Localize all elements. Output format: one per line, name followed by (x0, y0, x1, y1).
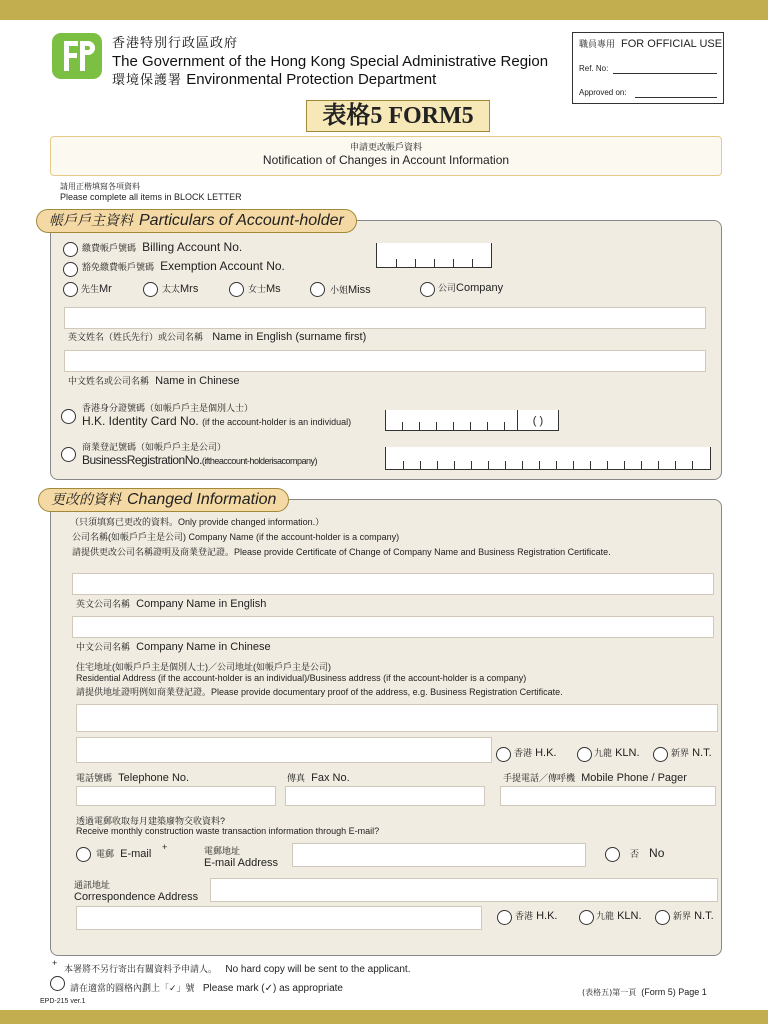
ref-no-label: Ref. No: (579, 64, 609, 73)
name-chinese-input[interactable] (64, 350, 706, 372)
address-region-kln-radio[interactable] (577, 747, 592, 762)
page-number: (表格五)第一頁 (Form 5) Page 1 (582, 987, 707, 997)
title-mrs-label: 太太Mrs (162, 283, 199, 295)
telephone-label: 電話號碼 Telephone No. (76, 772, 190, 784)
title-mrs-radio[interactable] (143, 282, 158, 297)
exemption-account-label: 豁免繳費帳戶號碼 Exemption Account No. (82, 259, 285, 273)
company-name-chinese-input[interactable] (72, 616, 714, 638)
epd-logo (52, 33, 102, 79)
dept-name-zh: 環境保護署 (112, 73, 183, 88)
title-company-radio[interactable] (420, 282, 435, 297)
instructions (60, 181, 242, 202)
name-english-label: 英文姓名（姓氏先行）或公司名稱 Name in English (surname first) (68, 331, 367, 343)
section2-title-en: Changed Information (127, 491, 277, 508)
email-address-input[interactable] (292, 843, 586, 867)
approved-on-field[interactable] (635, 97, 717, 98)
title-mr-label: 先生Mr (81, 283, 112, 295)
email-question-zh: 透過電郵收取每月建築廢物交收資料? (76, 816, 226, 826)
mobile-input[interactable] (500, 786, 716, 806)
address-proof-note: 請提供地址證明例如商業登記證。Please provide documentary proof of the address, e.g. Business Registration Certificate. (76, 687, 563, 697)
section2-title-zh: 更改的資料 (51, 492, 121, 508)
correspondence-line-1-input[interactable] (210, 878, 718, 902)
notice-box (50, 136, 722, 176)
gov-name-zh: 香港特別行政區政府 (112, 36, 239, 51)
government-header (112, 35, 548, 90)
email-yes-label: 電郵 E-mail (96, 848, 152, 860)
br-label: 商業登記號碼（如帳戶戶主是公司） BusinessRegistrationNo.(iftheaccount-holderisacompany) (82, 443, 317, 467)
company-name-english-label: 英文公司名稱 Company Name in English (76, 598, 267, 610)
only-changed-note: （只須填寫已更改的資料。Only provide changed information.） (70, 517, 325, 527)
section-changed-information-tab (38, 488, 289, 512)
footer-hard-copy-note: 本署將不另行寄出有關資料予申請人。 No hard copy will be sent to the applicant. (64, 964, 411, 975)
hkid-radio[interactable] (61, 409, 76, 424)
company-cert-note: 請提供更改公司名稱證明及商業登記證。Please provide Certificate of Change of Company Name and Business Registration Certificate. (72, 547, 611, 557)
correspondence-line-2-input[interactable] (76, 906, 482, 930)
hkid-number-boxes[interactable] (385, 410, 519, 431)
title-ms-label: 女士Ms (248, 283, 281, 295)
address-region-hk-label: 香港 H.K. (514, 747, 557, 759)
dept-name-en: Environmental Protection Department (186, 71, 437, 88)
email-question-en: Receive monthly construction waste transaction information through E-mail? (76, 826, 380, 836)
email-address-label: 電郵地址 E-mail Address (204, 847, 278, 869)
name-chinese-label: 中文姓名或公司名稱 Name in Chinese (68, 375, 240, 387)
address-region-nt-label: 新界 N.T. (671, 747, 712, 759)
br-radio[interactable] (61, 447, 76, 462)
billing-account-radio[interactable] (63, 242, 78, 257)
address-note-en: Residential Address (if the account-holder is an individual)/Business address (if the account-holder is a company) (76, 673, 527, 683)
notice-en: Notification of Changes in Account Information (262, 153, 510, 167)
official-use-box (572, 32, 724, 104)
account-number-boxes[interactable] (376, 243, 492, 268)
name-english-input[interactable] (64, 307, 706, 329)
address-line-2-input[interactable] (76, 737, 492, 763)
title-miss-radio[interactable] (310, 282, 325, 297)
company-name-english-input[interactable] (72, 573, 714, 595)
form-code: EPD-215 ver.1 (40, 998, 86, 1005)
company-name-chinese-label: 中文公司名稱 Company Name in Chinese (76, 641, 271, 653)
instructions-en: Please complete all items in BLOCK LETTER (60, 192, 242, 202)
email-yes-radio[interactable] (76, 847, 91, 862)
hkid-check-digit[interactable]: ( ) (517, 410, 559, 431)
corr-region-hk-radio[interactable] (497, 910, 512, 925)
telephone-input[interactable] (76, 786, 276, 806)
notice-zh: 申請更改帳戶資料 (349, 142, 422, 152)
title-mr-radio[interactable] (63, 282, 78, 297)
title-company-label: 公司Company (438, 282, 504, 294)
billing-account-label: 繳費帳戶號碼 Billing Account No. (82, 240, 243, 254)
mobile-label: 手提電話／傳呼機 Mobile Phone / Pager (503, 772, 687, 784)
gov-name-en: The Government of the Hong Kong Special Administrative Region (112, 53, 549, 70)
address-line-1-input[interactable] (76, 704, 718, 732)
official-use-en: FOR OFFICIAL USE (621, 38, 723, 50)
address-region-hk-radio[interactable] (496, 747, 511, 762)
title-miss-label: 小姐Miss (330, 284, 371, 296)
top-band (0, 0, 768, 20)
email-plus-mark: + (162, 842, 168, 852)
corr-region-nt-label: 新界 N.T. (673, 910, 714, 922)
corr-region-kln-radio[interactable] (579, 910, 594, 925)
email-no-radio[interactable] (605, 847, 620, 862)
official-use-zh: 職員專用 (579, 40, 616, 50)
corr-region-kln-label: 九龍 KLN. (596, 910, 642, 922)
br-number-boxes[interactable] (385, 447, 711, 470)
footer-mark-instruction: 請在適當的圓格內劃上「✓」號 Please mark (✓) as appropriate (70, 983, 343, 994)
company-note: 公司名稱(如帳戶戶主是公司) Company Name (if the account-holder is a company) (72, 532, 400, 542)
instructions-zh: 請用正楷填寫各項資料 (60, 182, 140, 191)
address-note-zh: 住宅地址(如帳戶戶主是個別人士)／公司地址(如帳戶戶主是公司) (76, 662, 331, 672)
ref-no-field[interactable] (613, 73, 717, 74)
footer-example-radio (50, 976, 65, 991)
bottom-band (0, 1010, 768, 1024)
corr-region-nt-radio[interactable] (655, 910, 670, 925)
fax-label: 傳真 Fax No. (287, 772, 350, 784)
email-no-label: 否 No (630, 846, 665, 860)
address-region-kln-label: 九龍 KLN. (594, 747, 640, 759)
section-account-holder-tab (36, 209, 357, 233)
address-region-nt-radio[interactable] (653, 747, 668, 762)
exemption-account-radio[interactable] (63, 262, 78, 277)
section1-title-zh: 帳戶戶主資料 (49, 213, 133, 229)
section1-title-en: Particulars of Account-holder (139, 212, 344, 229)
correspondence-label: 通訊地址 Correspondence Address (74, 881, 199, 903)
fax-input[interactable] (285, 786, 485, 806)
title-ms-radio[interactable] (229, 282, 244, 297)
corr-region-hk-label: 香港 H.K. (515, 910, 558, 922)
footer-plus-mark: + (52, 958, 58, 968)
hkid-label: 香港身分證號碼（如帳戶戶主是個別人士） H.K. Identity Card No. (if the account-holder is an individual) (82, 404, 352, 428)
approved-on-label: Approved on: (579, 88, 627, 97)
form-title: 表格5 FORM5 (306, 100, 490, 132)
